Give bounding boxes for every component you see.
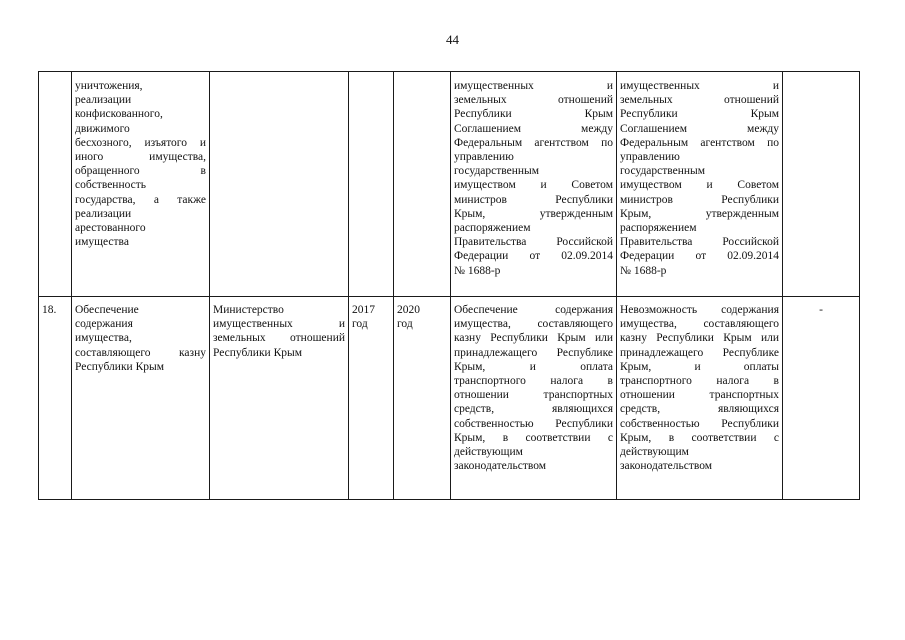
cell-text-line: законодательством: [620, 460, 713, 473]
cell-text-line: Крым, утвержденным: [620, 207, 779, 220]
cell-text-line: Крым, в соответствии с: [454, 431, 613, 444]
cell-text-line: государственным: [620, 165, 706, 178]
executor-cell: [210, 297, 349, 500]
row-number-cell: [39, 72, 72, 297]
cell-text-line: транспортного налога в: [620, 375, 779, 388]
cell-text-line: имущества,: [75, 332, 132, 345]
cell-text-line: собственность: [75, 179, 147, 192]
table-row: [39, 72, 860, 297]
cell-text-line: распоряжением: [620, 222, 697, 235]
cell-text-line: отношении транспортных: [454, 389, 613, 402]
page-number: 44: [446, 32, 459, 47]
link-cell: [783, 72, 860, 297]
start-year-cell: [349, 297, 394, 500]
expected-result-cell: [451, 297, 617, 500]
cell-text-line: принадлежащего Республике: [620, 346, 779, 359]
expected-result-cell: [451, 72, 617, 297]
cell-text-line: Соглашением между: [454, 122, 613, 135]
cell-text-line: имущественных и: [454, 80, 613, 92]
activity-cell: [72, 72, 210, 297]
cell-text-line: иного имущества,: [75, 151, 206, 164]
cell-text-line: Министерство: [213, 304, 284, 316]
cell-text-line: реализации: [75, 207, 132, 220]
cell-text-line: содержания: [75, 318, 133, 331]
cell-text-line: № 1688-р: [620, 264, 667, 277]
consequences-cell: [617, 72, 783, 297]
cell-text-line: земельных отношений: [213, 332, 345, 345]
cell-text-line: Обеспечение содержания: [454, 304, 613, 316]
cell-text-line: имущественных и: [213, 318, 345, 331]
consequences-cell: [617, 297, 783, 500]
cell-text-line: принадлежащего Республике: [454, 346, 613, 359]
cell-text-line: Республики Крым: [454, 108, 613, 121]
cell-text-line: министров Республики: [454, 193, 613, 206]
cell-text-line: имущества, составляющего: [454, 318, 613, 331]
cell-text-line: уничтожения,: [75, 80, 143, 92]
cell-text-line: имущественных и: [620, 80, 779, 92]
cell-text-line: действующим: [454, 446, 523, 459]
cell-text-line: Правительства Российской: [454, 236, 613, 249]
cell-text-line: имущества: [75, 236, 129, 249]
link-cell: -: [783, 297, 860, 500]
cell-text-line: Соглашением между: [620, 122, 779, 135]
cell-text-line: управлению: [620, 151, 680, 164]
cell-text-line: Крым, и оплата: [454, 360, 613, 373]
cell-text-line: Невозможность содержания: [620, 304, 779, 316]
cell-text-line: Крым, утвержденным: [454, 207, 613, 220]
cell-text-line: средств, являющихся: [454, 403, 613, 416]
cell-text-line: 2020: [397, 304, 420, 316]
cell-text-line: земельных отношений: [620, 94, 779, 107]
cell-text-line: Правительства Российской: [620, 236, 779, 249]
cell-text-line: законодательством: [454, 460, 547, 473]
cell-text-line: имуществом и Советом: [620, 179, 779, 192]
cell-text-line: Федерации от 02.09.2014: [454, 250, 613, 263]
cell-text-line: действующим: [620, 446, 689, 459]
cell-text-line: государственным: [454, 165, 540, 178]
cell-text-line: Республики Крым: [620, 108, 779, 121]
cell-text-line: государства, а также: [75, 193, 206, 206]
cell-text-line: земельных отношений: [454, 94, 613, 107]
activity-cell: [72, 297, 210, 500]
cell-text-line: год: [352, 318, 368, 331]
end-year-cell: [394, 297, 451, 500]
cell-text-line: составляющего казну: [75, 346, 206, 359]
cell-text-line: арестованного: [75, 222, 146, 235]
cell-text-line: казну Республики Крым или: [620, 332, 779, 345]
cell-text-line: Республики Крым: [213, 346, 302, 359]
cell-text-line: Крым, и оплаты: [620, 360, 779, 373]
cell-text-line: казну Республики Крым или: [454, 332, 613, 345]
cell-text-line: 2017: [352, 304, 375, 316]
cell-text-line: движимого: [75, 122, 130, 135]
measures-table: [38, 71, 860, 500]
cell-text-line: обращенного в: [75, 165, 206, 178]
cell-text-line: Федеральным агентством по: [454, 136, 613, 149]
cell-text-line: бесхозного, изъятого и: [75, 136, 206, 149]
end-year-cell: [394, 72, 451, 297]
cell-text-line: Крым, в соответствии с: [620, 431, 779, 444]
cell-text-line: Республики Крым: [75, 360, 164, 373]
executor-cell: [210, 72, 349, 297]
cell-text-line: средств, являющихся: [620, 403, 779, 416]
cell-text-line: распоряжением: [454, 222, 531, 235]
cell-text-line: имуществом и Советом: [454, 179, 613, 192]
cell-text-line: отношении транспортных: [620, 389, 779, 402]
cell-text-line: министров Республики: [620, 193, 779, 206]
cell-text-line: Обеспечение: [75, 304, 139, 316]
cell-text-line: Федеральным агентством по: [620, 136, 779, 149]
cell-text-line: конфискованного,: [75, 108, 163, 121]
cell-text-line: собственностью Республики: [454, 417, 613, 430]
cell-text-line: год: [397, 318, 413, 331]
cell-text-line: реализации: [75, 94, 132, 107]
start-year-cell: [349, 72, 394, 297]
cell-text-line: транспортного налога в: [454, 375, 613, 388]
table-row: [39, 297, 860, 500]
cell-text-line: № 1688-р: [454, 264, 501, 277]
cell-text-line: собственностью Республики: [620, 417, 779, 430]
cell-text-line: Федерации от 02.09.2014: [620, 250, 779, 263]
row-number-cell: 18.: [39, 297, 72, 500]
cell-text-line: управлению: [454, 151, 514, 164]
cell-text-line: имущества, составляющего: [620, 318, 779, 331]
